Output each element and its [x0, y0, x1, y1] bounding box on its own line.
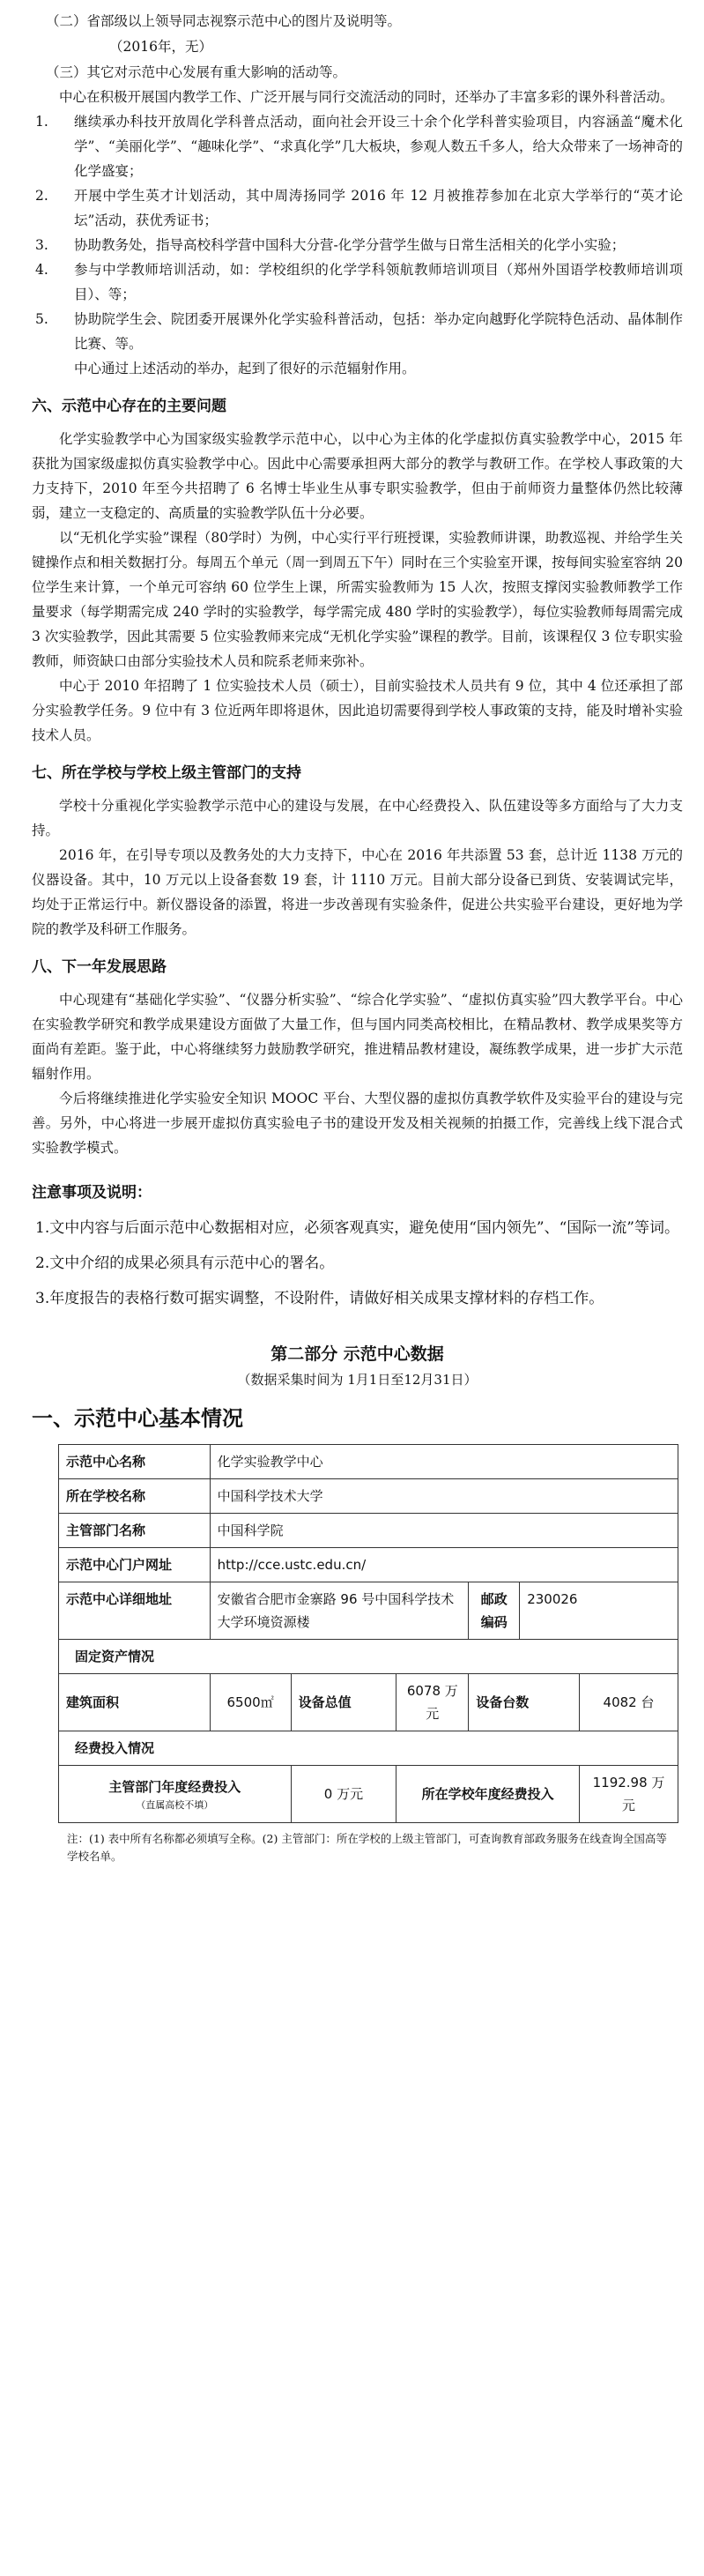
equipment-count-label: 设备台数: [469, 1674, 580, 1731]
section-6-paragraph: 化学实验教学中心为国家级实验教学示范中心，以中心为主体的化学虚拟仿真实验教学中心，2015 年获批为国家级虚拟仿真实验教学中心。因此中心需要承担两大部分的教学与教研工作。在学校人事政策的大力支持下，2010 年至今共招聘了 6 名博士毕业生从事专职实验教学，但由于前师资力量整体仍然比较薄弱，建立一支稳定的、高质量的实验教学队伍十分必要。: [32, 431, 683, 521]
table-row: [59, 1514, 678, 1548]
sub-heading-2-note: （2016年，无）: [109, 39, 212, 55]
activities-intro: 中心在积极开展国内教学工作、广泛开展与同行交流活动的同时，还举办了丰富多彩的课外科普活动。: [59, 89, 674, 105]
section-7-title: 七、所在学校与学校上级主管部门的支持: [32, 764, 301, 782]
equipment-value-label: 设备总值: [291, 1674, 396, 1731]
section-8-title: 八、下一年发展思路: [32, 958, 167, 976]
table-row: [59, 1582, 678, 1640]
note-item: 1.文中内容与后面示范中心数据相对应，必须客观真实，避免使用“国内领先”、“国际一流”等词。: [35, 1219, 679, 1237]
table-row: [59, 1674, 678, 1731]
report-page: [32, 0, 683, 1865]
notes-list: [32, 1210, 683, 1316]
department-name-value: 中国科学院: [210, 1514, 678, 1548]
activities-closing: 中心通过上述活动的举办，起到了很好的示范辐射作用。: [74, 361, 416, 376]
school-funding-value: 1192.98 万元: [580, 1766, 678, 1823]
department-funding-sublabel: （直属高校不填）: [136, 1799, 214, 1811]
equipment-count-value: 4082 台: [580, 1674, 678, 1731]
section-8-paragraph: 中心现建有“基础化学实验”、“仪器分析实验”、“综合化学实验”、“虚拟仿真实验”四大教学平台。中心在实验教学研究和教学成果建设方面做了大量工作，但与国内同类高校相比，在精品教材、教学成果奖等方面尚有差距。鉴于此，中心将继续努力鼓励教学研究，推进精品教材建设，凝练教学成果，进一步扩大示范辐射作用。: [32, 992, 683, 1082]
list-item: 3. 协助教务处，指导高校科学营中国科大分营-化学分营学生做与日常生活相关的化学小实验；: [35, 237, 626, 253]
section-6-paragraph: 中心于 2010 年招聘了 1 位实验技术人员（硕士），目前实验技术人员共有 9 位，其中 4 位还承担了部分实验教学任务。9 位中有 3 位近两年即将退休，因此追切需要得到学校人事政策的支持，能及时增补实验技术人员。: [32, 678, 683, 743]
sub-heading-2: （二）省部级以上领导同志视察示范中心的图片及说明等。: [46, 13, 402, 29]
school-name-label: 所在学校名称: [59, 1479, 211, 1514]
zip-code-label: 邮政编码: [469, 1582, 520, 1640]
portal-url-value: http://cce.ustc.edu.cn/: [210, 1548, 678, 1582]
school-funding-label: 所在学校年度经费投入: [396, 1766, 580, 1823]
table-row: [59, 1766, 678, 1823]
department-funding-value: 0 万元: [291, 1766, 396, 1823]
section-6-paragraph: 以“无机化学实验”课程（80学时）为例，中心实行平行班授课，实验教师讲课，助教巡视、并给学生关键操作点和相关数据打分。每周五个单元（周一到周五下午）同时在三个实验室开课，按每间实验室容纳 20 位学生来计算，一个单元可容纳 60 位学生上课，所需实验教师为 15 人次，按照支撑闵实验教师教学工作量要求（每学期需完成 240 学时的实验教学，每学需完成 480 学时的实验教学），每位实验教师每周需完成 3 次实验教学，因此其需要 5 位实验教师来完成“无机化学实验”课程的教学。目前，该课程仅 3 位专职实验教师，师资缺口由部分实验技术人员和院系老师来弥补。: [32, 530, 683, 669]
department-funding-label-text: 主管部门年度经费投入: [108, 1779, 241, 1795]
floor-area-label: 建筑面积: [59, 1674, 211, 1731]
notes-title: 注意事项及说明：: [32, 1184, 152, 1202]
note-item: 3.年度报告的表格行数可据实调整，不设附件，请做好相关成果支撑材料的存档工作。: [35, 1290, 604, 1307]
list-item: 4. 参与中学教师培训活动，如：学校组织的化学学科领航教师培训项目（郑州外国语学校教师培训项目）、等；: [35, 262, 683, 302]
section-7-paragraph: 学校十分重视化学实验教学示范中心的建设与发展，在中心经费投入、队伍建设等多方面给与了大力支持。: [32, 798, 683, 838]
address-value: 安徽省合肥市金寨路 96 号中国科学技术大学环境资源楼: [210, 1582, 469, 1640]
funding-label: 经费投入情况: [59, 1731, 678, 1766]
basic-info-table: [58, 1444, 678, 1823]
section-6-title: 六、示范中心存在的主要问题: [32, 398, 226, 415]
table-row: [59, 1731, 678, 1766]
table-footnote: 注：(1) 表中所有名称都必须填写全称。(2) 主管部门：所在学校的上级主管部门，可查询教育部政务服务在线查询全国高等学校名单。: [67, 1832, 667, 1863]
equipment-value-value: 6078 万元: [396, 1674, 469, 1731]
section-7-paragraph: 2016 年，在引导专项以及教务处的大力支持下，中心在 2016 年共添置 53 套，总计近 1138 万元的仪器设备。其中，10 万元以上设备套数 19 套，计 1110 万元。目前大部分设备已到货、安装调试完毕，均处于正常运行中。新仪器设备的添置，将进一步改善现有实验条件，促进公共实验平台建设，更好地为学院的教学及科研工作服务。: [32, 847, 683, 937]
section-8-paragraph: 今后将继续推进化学实验安全知识 MOOC 平台、大型仪器的虚拟仿真教学软件及实验平台的建设与完善。另外，中心将进一步展开虚拟仿真实验电子书的建设开发及相关视频的拍摄工作，完善线上线下混合式实验教学模式。: [32, 1091, 683, 1156]
sub-heading-3: （三）其它对示范中心发展有重大影响的活动等。: [46, 64, 347, 80]
activities-list: [32, 109, 683, 356]
table-row: [59, 1640, 678, 1674]
table-row: [59, 1479, 678, 1514]
list-item: 5. 协助院学生会、院团委开展课外化学实验科普活动，包括：举办定向越野化学院特色活动、晶体制作比赛、等。: [35, 311, 683, 352]
center-name-label: 示范中心名称: [59, 1445, 211, 1479]
list-item: 2. 开展中学生英才计划活动，其中周涛扬同学 2016 年 12 月被推荐参加在北京大学举行的“英才论坛”活动，获优秀证书；: [35, 188, 683, 228]
note-item: 2.文中介绍的成果必须具有示范中心的署名。: [35, 1254, 335, 1272]
basic-info-heading: 一、示范中心基本情况: [32, 1406, 243, 1431]
part-2-title: 第二部分 示范中心数据: [270, 1344, 444, 1364]
table-row: [59, 1548, 678, 1582]
fixed-assets-label: 固定资产情况: [59, 1640, 678, 1674]
department-funding-label: [59, 1766, 292, 1823]
table-row: [59, 1445, 678, 1479]
part-2-subtitle: （数据采集时间为 1月1日至12月31日）: [237, 1372, 478, 1388]
department-name-label: 主管部门名称: [59, 1514, 211, 1548]
center-name-value: 化学实验教学中心: [210, 1445, 678, 1479]
zip-code-value: 230026: [520, 1582, 678, 1640]
floor-area-value: 6500㎡: [210, 1674, 291, 1731]
school-name-value: 中国科学技术大学: [210, 1479, 678, 1514]
address-label: 示范中心详细地址: [59, 1582, 211, 1640]
list-item: 1. 继续承办科技开放周化学科普点活动，面向社会开设三十余个化学科普实验项目，内容涵盖“魔术化学”、“美丽化学”、“趣味化学”、“求真化学”几大板块，参观人数五千多人，给大众带来了一场神奇的化学盛宴；: [35, 114, 683, 179]
portal-url-label: 示范中心门户网址: [59, 1548, 211, 1582]
